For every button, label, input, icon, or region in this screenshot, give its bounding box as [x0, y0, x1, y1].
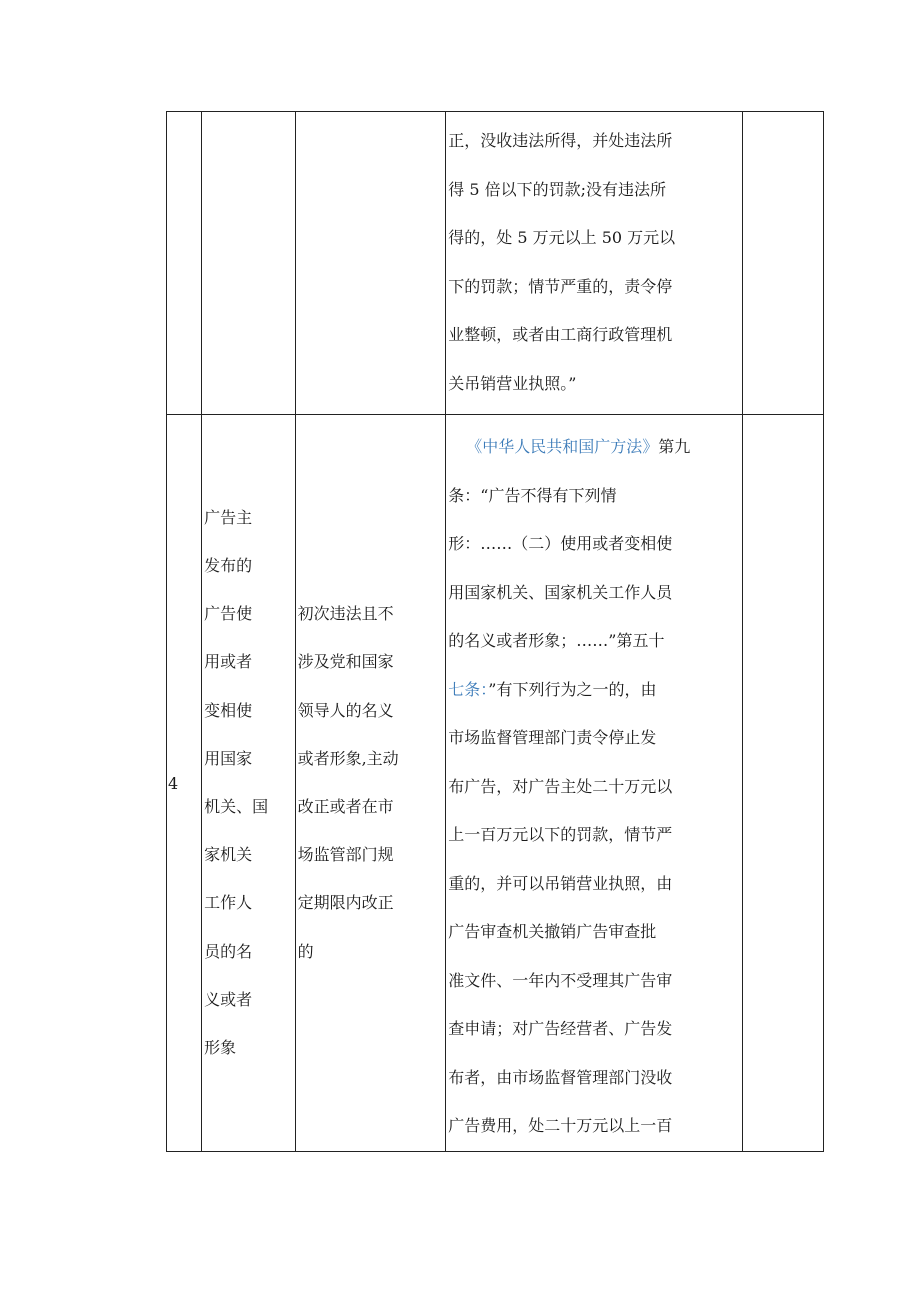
text-line: 工作人 — [204, 893, 253, 913]
article-ref: 七条： — [448, 679, 489, 699]
text-line: 布者，由市场监督管理部门没收 — [448, 1067, 673, 1087]
cell-violation — [202, 112, 295, 415]
violation-text — [202, 494, 294, 1072]
text-line: 变相使 — [204, 700, 253, 720]
regulation-table — [166, 111, 824, 1152]
text-line: 员的名 — [204, 941, 253, 961]
text-line: 定期限内改正 — [297, 893, 394, 913]
cell-violation — [202, 415, 295, 1152]
legal-basis-text — [446, 415, 741, 1151]
text-line: 形象 — [204, 1037, 237, 1057]
text-line: 条：“广告不得有下列情 — [448, 485, 617, 505]
text-line: 形：……（二）使用或者变相使 — [448, 534, 673, 553]
text-line: 用或者 — [204, 652, 253, 672]
row-number: 4 — [168, 773, 179, 793]
text-line: 关吊销营业执照。” — [448, 373, 577, 393]
text-line: 广告审查机关撤销广告审查批 — [448, 922, 657, 941]
cell-condition — [295, 112, 446, 415]
table-row — [167, 112, 824, 415]
text-line: 涉及党和国家 — [297, 652, 394, 672]
cell-remark — [742, 415, 823, 1152]
condition-text — [296, 590, 446, 976]
text-line: 用国家 — [204, 748, 253, 768]
text-line: 正，没收违法所得，并处违法所 — [448, 131, 673, 150]
text-line: 改正或者在市 — [297, 797, 394, 816]
text-line: 下的罚款；情节严重的，责令停 — [448, 276, 673, 296]
text-line: 的名义或者形象；……”第五十 — [448, 631, 665, 650]
text-line: 得 5 倍以下的罚款;没有违法所 — [448, 179, 667, 199]
table-row — [167, 415, 824, 1152]
text-line: 广告费用，处二十万元以上一百 — [448, 1116, 673, 1135]
text-line: 布广告，对广告主处二十万元以 — [448, 776, 673, 796]
text-line: 重的，并可以吊销营业执照，由 — [448, 873, 673, 893]
text-fragment: 第九 — [658, 437, 691, 456]
legal-basis-text — [446, 112, 741, 408]
text-fragment: ”有下列行为之一的，由 — [488, 679, 657, 699]
text-line: 查申请；对广告经营者、广告发 — [448, 1019, 673, 1038]
text-line: 上一百万元以下的罚款，情节严 — [448, 825, 673, 844]
text-line: 或者形象,主动 — [297, 748, 399, 768]
text-line — [448, 423, 741, 472]
cell-number — [167, 415, 202, 1152]
text-line: 初次违法且不 — [297, 604, 394, 624]
cell-number — [167, 112, 202, 415]
text-line: 领导人的名义 — [297, 700, 394, 720]
text-line: 业整顿，或者由工商行政管理机 — [448, 325, 673, 344]
text-line: 家机关 — [204, 845, 253, 865]
text-line: 义或者 — [204, 989, 253, 1009]
text-lines-rest — [448, 714, 741, 1151]
cell-condition — [295, 415, 446, 1152]
cell-legal-basis — [446, 415, 742, 1152]
text-line: 机关、国 — [204, 797, 269, 816]
text-line: 得的，处 5 万元以上 50 万元以 — [448, 228, 676, 247]
text-line: 广告使 — [204, 604, 253, 624]
text-line — [448, 666, 741, 715]
law-title: 《中华人民共和国广方法》 — [466, 437, 659, 456]
text-line: 的 — [297, 941, 314, 961]
text-line: 发布的 — [204, 556, 253, 576]
text-line: 市场监督管理部门责令停止发 — [448, 728, 657, 747]
text-line: 用国家机关、国家机关工作人员 — [448, 582, 673, 602]
cell-legal-basis — [446, 112, 742, 415]
text-line: 场监管部门规 — [297, 845, 394, 865]
text-line: 准文件、一年内不受理其广告审 — [448, 970, 673, 990]
cell-remark — [742, 112, 823, 415]
text-line: 广告主 — [204, 507, 253, 527]
